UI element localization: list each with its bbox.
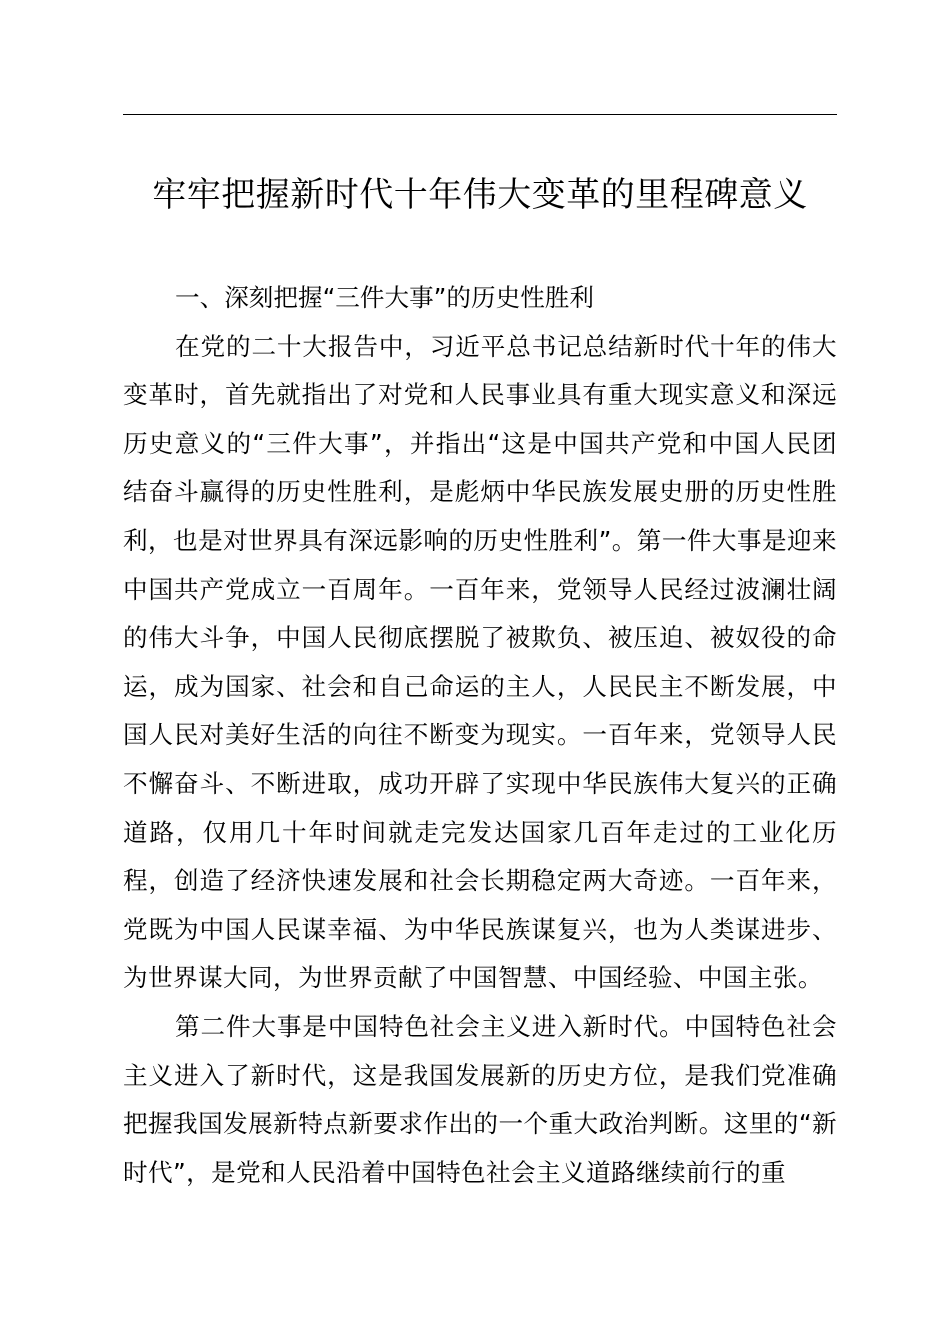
document-title: 牢牢把握新时代十年伟大变革的里程碑意义 bbox=[152, 175, 808, 215]
paragraph-2: 第二件大事是中国特色社会主义进入新时代。中国特色社会主义进入了新时代，这是我国发展新的历史方位，是我们党准确把握我国发展新特点新要求作出的一个重大政治判断。这里的“新时代”，是党和人民沿着中国特色社会主义道路继续前行的重 bbox=[123, 1011, 837, 1187]
section-heading: 一、深刻把握“三件大事”的历史性胜利 bbox=[175, 283, 594, 312]
header-rule bbox=[123, 114, 837, 115]
paragraph-1: 在党的二十大报告中，习近平总书记总结新时代十年的伟大变革时，首先就指出了对党和人民事业具有重大现实意义和深远历史意义的“三件大事”，并指出“这是中国共产党和中国人民团结奋斗赢得的历史性胜利，是彪炳中华民族发展史册的历史性胜利，也是对世界具有深远影响的历史性胜利”。第一件大事是迎来中国共产党成立一百周年。一百年来，党领导人民经过波澜壮阔的伟大斗争，中国人民彻底摆脱了被欺负、被压迫、被奴役的命运，成为国家、社会和自己命运的主人，人民民主不断发展，中国人民对美好生活的向往不断变为现实。一百年来，党领导人民不懈奋斗、不断进取，成功开辟了实现中华民族伟大复兴的正确道路，仅用几十年时间就走完发达国家几百年走过的工业化历程，创造了经济快速发展和社会长期稳定两大奇迹。一百年来，党既为中国人民谋幸福、为中华民族谋复兴，也为人类谋进步、为世界谋大同，为世界贡献了中国智慧、中国经验、中国主张。 bbox=[123, 331, 837, 993]
document-body bbox=[123, 274, 837, 1197]
